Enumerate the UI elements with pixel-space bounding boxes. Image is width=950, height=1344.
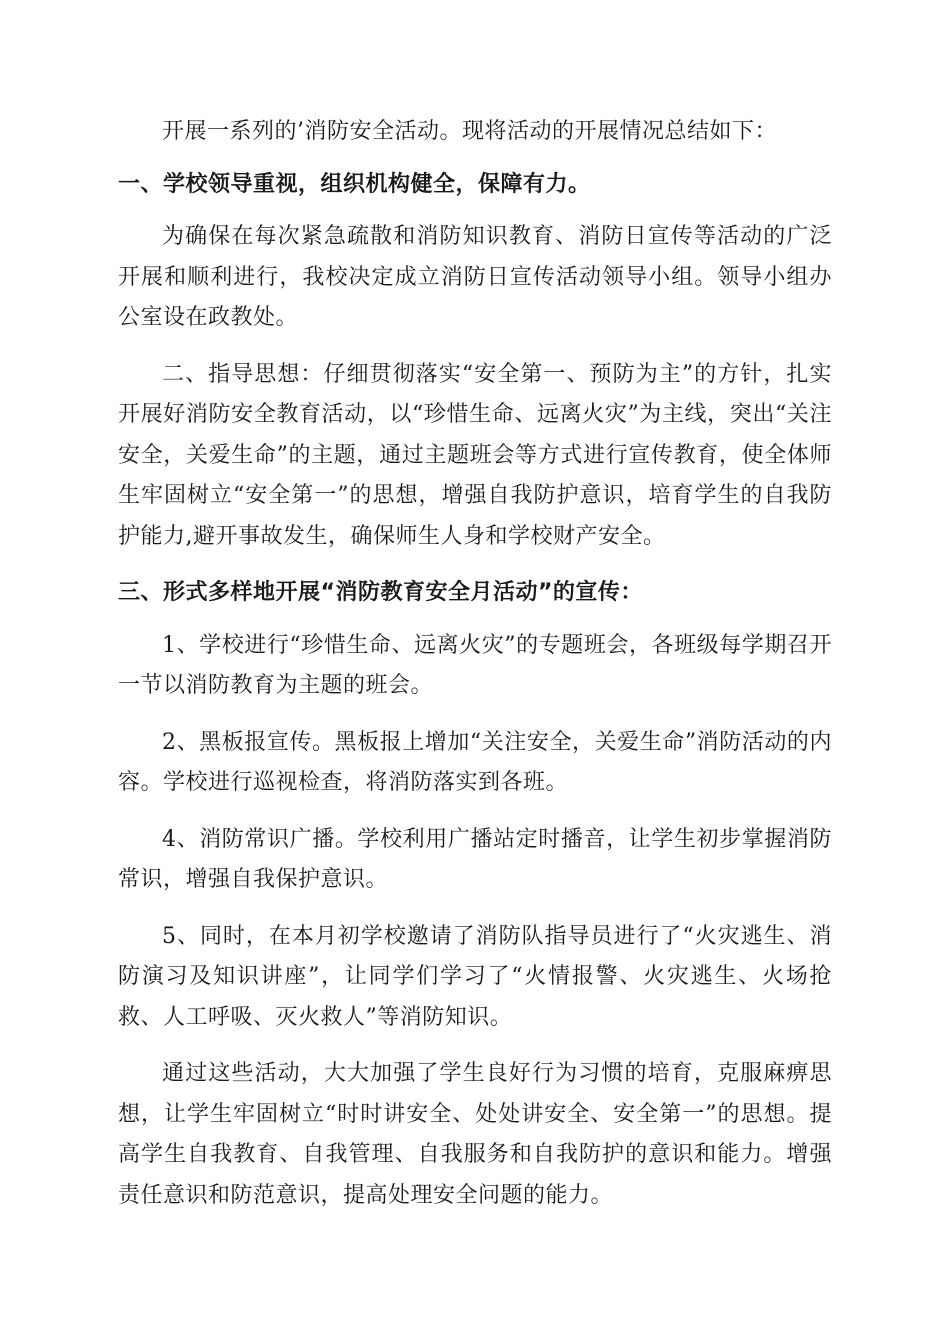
conclusion-paragraph: 通过这些活动，大大加强了学生良好行为习惯的培育，克服麻痹思想，让学生牢固树立“时时讲安全、处处讲安全、安全第一”的思想。提高学生自我教育、自我管理、自我服务和自我防护的意识和能力。增强责任意识和防范意识，提高处理安全问题的能力。 <box>118 1061 832 1208</box>
guiding-thought-paragraph: 二、指导思想：仔细贯彻落实“安全第一、预防为主”的方针，扎实开展好消防安全教育活动，以“珍惜生命、远离火灾”为主线，突出“关注安全，关爱生命”的主题，通过主题班会等方式进行宣传教育，使全体师生牢固树立“安全第一”的思想，增强自我防护意识，培育学生的自我防护能力,避开事故发生，确保师生人身和学校财产安全。 <box>118 361 832 549</box>
activity-item-1: 1、学校进行“珍惜生命、远离火灾”的专题班会，各班级每学期召开一节以消防教育为主题的班会。 <box>118 632 832 698</box>
activity-item-2: 2、黑板报宣传。黑板报上增加“关注安全，关爱生命”消防活动的内容。学校进行巡视检查，将消防落实到各班。 <box>118 729 832 795</box>
intro-paragraph: 开展一系列的’消防安全活动。现将活动的开展情况总结如下： <box>162 119 777 144</box>
document-page <box>118 112 832 1216</box>
activity-item-4: 4、消防常识广播。学校利用广播站定时播音，让学生初步掌握消防常识，增强自我保护意识。 <box>118 826 832 892</box>
leadership-paragraph: 为确保在每次紧急疏散和消防知识教育、消防日宣传等活动的广泛开展和顺利进行，我校决定成立消防日宣传活动领导小组。领导小组办公室设在政教处。 <box>118 224 832 330</box>
section-heading-1: 一、学校领导重视，组织机构健全，保障有力。 <box>118 171 591 197</box>
activity-item-5: 5、同时，在本月初学校邀请了消防队指导员进行了“火灾逃生、消防演习及知识讲座”，让同学们学习了“火情报警、火灾逃生、火场抢救、人工呼吸、灭火救人”等消防知识。 <box>118 923 832 1030</box>
section-heading-3: 三、形式多样地开展“消防教育安全月活动”的宣传： <box>118 580 643 605</box>
